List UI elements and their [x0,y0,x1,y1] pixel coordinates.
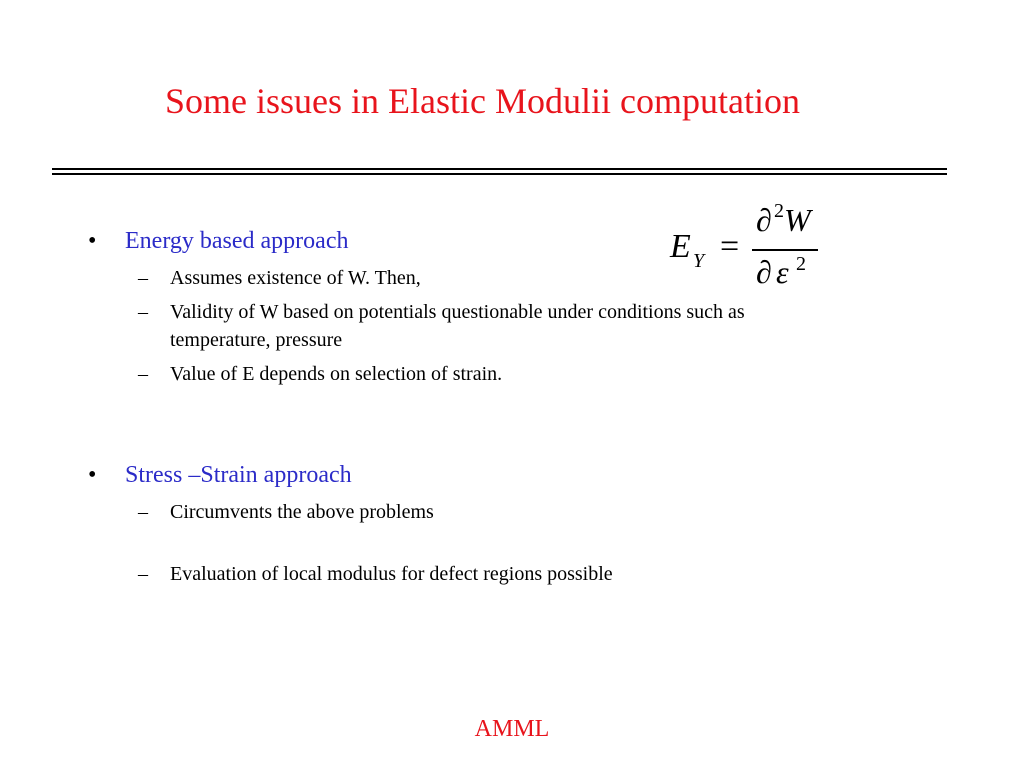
sub-dash: – [138,363,148,385]
formula-denominator-exponent: 2 [796,253,806,275]
title-rule-bottom [52,173,947,175]
sub-text: Value of E depends on selection of strain. [170,363,503,385]
slide-title: Some issues in Elastic Modulii computation [165,81,800,121]
sub-dash: – [138,563,148,585]
sub-dash: – [138,501,148,523]
footer-label: AMML [474,716,550,742]
bullet-marker: • [88,228,97,254]
sub-dash: – [138,267,148,289]
formula-lhs-subscript: Y [693,250,705,272]
sub-dash: – [138,301,148,323]
formula-numerator-variable: W [784,202,811,238]
bullet-marker: • [88,462,97,488]
title-rule-top [52,168,947,170]
bullet-label: Energy based approach [125,228,349,254]
formula-lhs: E [670,228,691,265]
bullet-stress-strain-approach [88,462,352,489]
formula-denominator-partial: ∂ [756,254,772,290]
bullet-label: Stress –Strain approach [125,462,352,488]
youngs-modulus-formula [670,198,830,298]
formula-denominator-variable: ε [776,254,789,290]
formula-fraction-bar [752,249,818,251]
formula-numerator-exponent: 2 [774,200,784,222]
sub-text: Circumvents the above problems [170,501,434,523]
sub-text: Assumes existence of W. Then, [170,267,421,289]
bullet-energy-approach [88,228,348,255]
formula-numerator-partial: ∂ [756,202,772,238]
sub-text: Evaluation of local modulus for defect regions possible [170,563,613,585]
sub-text-continued: temperature, pressure [170,329,343,351]
sub-text: Validity of W based on potentials questionable under conditions such as [170,301,745,323]
formula-equals: = [720,228,740,265]
